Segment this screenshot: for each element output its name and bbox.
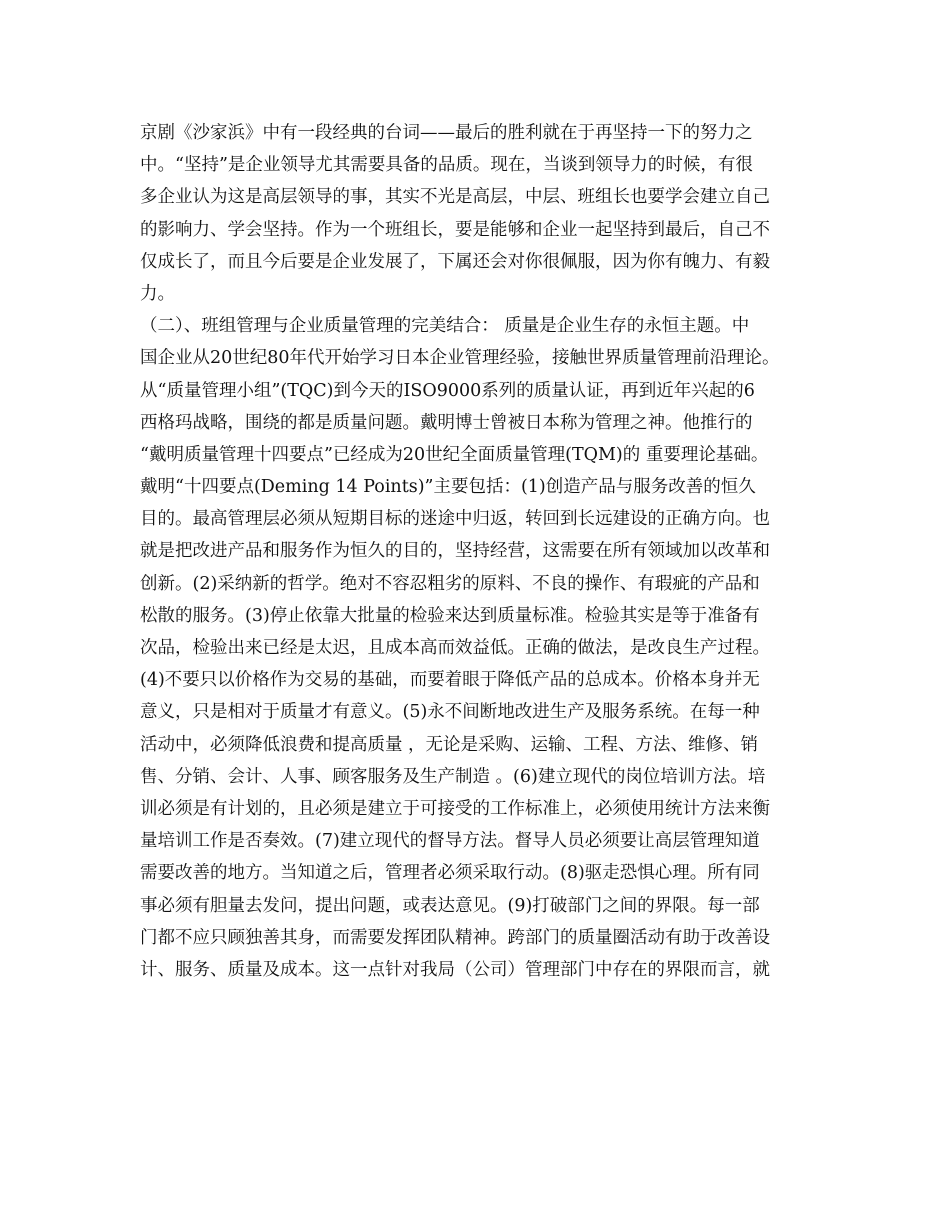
text-line: 目的。最高管理层必须从短期目标的迷途中归返，转回到长远建设的正确方向。也 (140, 509, 770, 530)
text-line: （二）、班组管理与企业质量管理的完美结合： 质量是企业生存的永恒主题。中 (140, 316, 750, 337)
text-line: 训必须是有计划的，且必须是建立于可接受的工作标准上，必须使用统计方法来衡 (140, 798, 770, 819)
text-line: 活动中，必须降低浪费和提高质量 ，无论是采购、运输、工程、方法、维修、销 (140, 734, 759, 755)
text-line: 计、服务、质量及成本。这一点针对我局（公司）管理部门中存在的界限而言，就 (140, 959, 770, 980)
text-line: 门都不应只顾独善其身，而需要发挥团队精神。跨部门的质量圈活动有助于改善设 (140, 927, 770, 948)
text-line: 国企业从20世纪80年代开始学习日本企业管理经验，接触世界质量管理前沿理论。 (140, 348, 780, 369)
text-line: 松散的服务。(3)停止依靠大批量的检验来达到质量标准。检验其实是等于准备有 (140, 605, 760, 626)
text-line: 次品，检验出来已经是太迟，且成本高而效益低。正确的做法，是改良生产过程。 (140, 638, 770, 658)
text-line: 事必须有胆量去发问，提出问题，或表达意见。(9)打破部门之间的界限。每一部 (140, 895, 760, 916)
text-line: 力。 (140, 283, 175, 304)
text-line: (4)不要只以价格作为交易的基础，而要着眼于降低产品的总成本。价格本身并无 (140, 670, 760, 691)
text-line: 从“质量管理小组”(TQC)到今天的ISO9000系列的质量认证，再到近年兴起的6 (140, 380, 755, 401)
text-line: 就是把改进产品和服务作为恒久的目的，坚持经营，这需要在所有领域加以改革和 (140, 541, 770, 562)
text-line: 西格玛战略，围绕的都是质量问题。戴明博士曾被日本称为管理之神。他推行的 (140, 412, 753, 433)
text-line: 中。“坚持”是企业领导尤其需要具备的品质。现在，当谈到领导力的时候，有很 (140, 155, 753, 176)
text-line: 意义，只是相对于质量才有意义。(5)永不间断地改进生产及服务系统。在每一种 (140, 702, 760, 723)
body-text (140, 117, 840, 986)
text-line: 仅成长了，而且今后要是企业发展了，下属还会对你很佩服，因为你有魄力、有毅 (140, 251, 770, 272)
text-line: 创新。(2)采纳新的哲学。绝对不容忍粗劣的原料、不良的操作、有瑕疵的产品和 (140, 573, 760, 594)
text-line: 的影响力、学会坚持。作为一个班组长，要是能够和企业一起坚持到最后，自己不 (140, 219, 770, 240)
text-line: 售、分销、会计、人事、顾客服务及生产制造 。(6)建立现代的岗位培训方法。培 (140, 766, 766, 787)
text-line: “戴明质量管理十四要点”已经成为20世纪全面质量管理(TQM)的 重要理论基础。 (140, 444, 769, 465)
text-line: 量培训工作是否奏效。(7)建立现代的督导方法。督导人员必须要让高层管理知道 (140, 831, 760, 852)
text-line: 需要改善的地方。当知道之后，管理者必须采取行动。(8)驱走恐惧心理。所有同 (140, 863, 760, 884)
text-line: 戴明“十四要点(Deming 14 Points)”主要包括：(1)创造产品与服务改善的恒久 (140, 477, 756, 498)
text-line: 多企业认为这是高层领导的事，其实不光是高层，中层、班组长也要学会建立自己 (140, 187, 770, 208)
text-line: 京剧《沙家浜》中有一段经典的台词——最后的胜利就在于再坚持一下的努力之 (140, 123, 753, 143)
